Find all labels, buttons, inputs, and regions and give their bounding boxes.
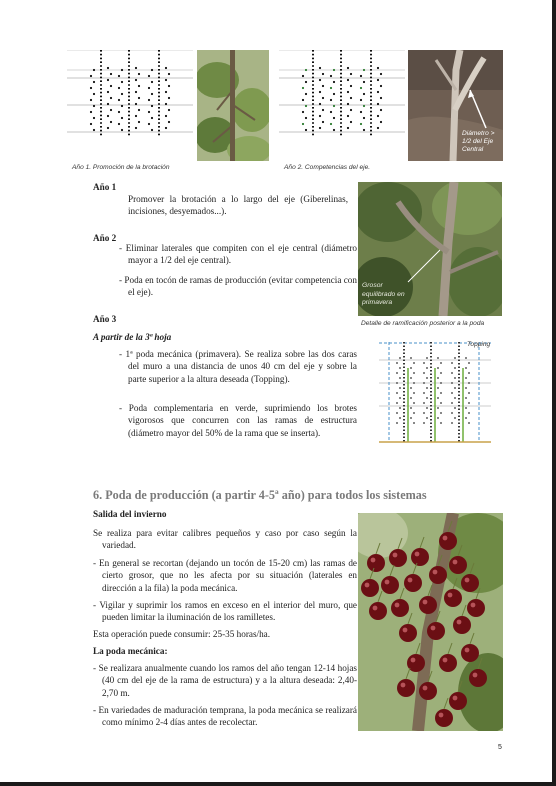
year3-heading: Año 3 [93,314,117,324]
photo-branch-diameter [408,50,503,161]
winter-item-1: - En general se recortan (dejando un tocón de 15-20 cm) las ramas de cierto grosor, que no les afecta por su situación (laterales en dirección a la fila) la poda mecánica. [93,558,357,593]
mechanical-heading: La poda mecánica: [93,646,168,656]
year2-item-1: - Eliminar laterales que compiten con el eje central (diámetro mayor a 1/2 del eje central). [119,243,357,266]
winter-item-2: - Vigilar y suprimir los ramos en exceso en el interior del muro, que pueden limitar la iluminación de los ramilletes. [93,600,357,623]
page-edge-right [552,0,556,786]
diagram-topping [379,338,491,446]
hours-paragraph: Esta operación puede consumir: 25-35 horas/ha. [93,629,271,639]
figure-caption-year2: Año 2. Competencias del eje. [284,164,371,171]
winter-heading: Salida del invierno [93,509,167,519]
diagram-year2 [279,50,405,161]
page-number: 5 [498,744,502,751]
photo-branching-detail [358,182,502,316]
photo-cherries [358,513,503,731]
mechanical-item-2: - En variedades de maduración temprana, la poda mecánica se realizará como mínimo 2-4 días antes de recolectar. [93,705,357,728]
photo-label-diameter: Diámetro > 1/2 del Eje Central [462,130,495,153]
diagram-year1 [67,50,193,161]
section6-title: 6. Poda de producción (a partir 4-5ª año) para todos los sistemas [93,488,427,502]
year2-heading: Año 2 [93,233,117,243]
page-edge-bottom [0,782,556,786]
topping-label: Topping [467,341,491,348]
winter-paragraph: Se realiza para evitar calibres pequeños y caso por caso según la variedad. [93,528,357,551]
photo-label-thickness: Grosor equilibrado en primavera [362,282,405,306]
mechanical-item-1: - Se realizara anualmente cuando los ramos del año tengan 12-14 hojas (40 cm del eje de la rama de estructura) y a la altura deseada: 2,40-2,70 m. [93,663,357,698]
figure-caption-year1: Año 1. Promoción de la brotación [72,164,170,171]
year1-text: Promover la brotación a lo largo del eje (Giberelinas, incisiones, desyemados...). [128,194,348,217]
year3-subheading: A partir de la 3ª hoja [93,332,172,342]
year1-heading: Año 1 [93,182,117,192]
year2-item-2: - Poda en tocón de ramas de producción (evitar competencia con el eje). [119,275,357,298]
photo-young-tree [197,50,269,161]
year3-item-1: - 1ª poda mecánica (primavera). Se realiza sobre las dos caras del muro a una distancia de unos 40 cm del eje y sobre la parte superior a la altura deseada (Topping). [119,349,357,384]
year3-item-2: - Poda complementaria en verde, suprimiendo los brotes vigorosos que concurren con las ramas de estructura (diámetro mayor del 50% de la rama que se inserta). [119,403,357,438]
photo-caption-branching: Detalle de ramificación posterior a la poda [361,320,485,327]
